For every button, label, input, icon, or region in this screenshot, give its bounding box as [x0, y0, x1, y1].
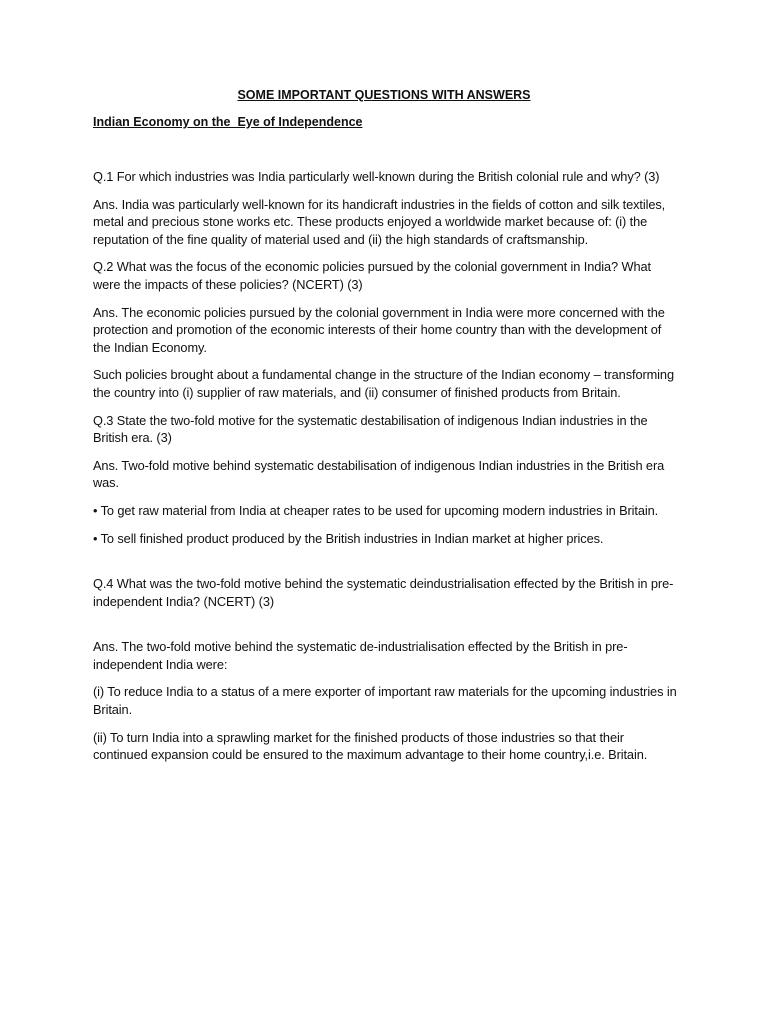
answer-3-bullet-2: • To sell finished product produced by the British industries in Indian market at higher prices.	[93, 530, 604, 546]
question-3: Q.3 State the two-fold motive for the systematic destabilisation of indigenous Indian industries in the British era. (3)	[93, 412, 648, 446]
answer-2: Ans. The economic policies pursued by the colonial government in India were more concerned with the protection and promotion of the economic interests of their home country than with the development of the Indian Economy.	[93, 304, 665, 355]
answer-4: Ans. The two-fold motive behind the systematic de-industrialisation effected by the British in pre-independent India were:	[93, 639, 628, 672]
question-4: Q.4 What was the two-fold motive behind the systematic deindustrialisation effected by the British in pre- independent India? (NCERT) (3)	[93, 576, 674, 609]
question-2: Q.2 What was the focus of the economic policies pursued by the colonial government in India? What were the impacts of these policies? (NCERT) (3)	[93, 259, 651, 292]
answer-4-point-1: (i) To reduce India to a status of a mere exporter of important raw materials for the upcoming industries in Britain.	[93, 684, 677, 718]
document-subtitle: Indian Economy on the Eye of Independence	[93, 115, 363, 129]
document-body	[93, 168, 681, 774]
question-1: Q.1 For which industries was India particularly well-known during the British colonial rule and why? (3)	[93, 169, 660, 184]
document-page	[93, 0, 678, 1024]
answer-1: Ans. India was particularly well-known for its handicraft industries in the fields of cotton and silk textiles, metal and precious stone works etc. These products enjoyed a worldwide market because of: (i) the reputation of the fine quality of material used and (ii) the high standards of craftsmanship.	[93, 196, 666, 247]
answer-4-point-2: (ii) To turn India into a sprawling market for the finished products of those industries so that their continued expansion could be ensured to the maximum advantage to their home country,i.e. Britain.	[93, 729, 648, 763]
document-title: SOME IMPORTANT QUESTIONS WITH ANSWERS	[237, 88, 531, 102]
answer-3: Ans. Two-fold motive behind systematic destabilisation of indigenous Indian industries in the British era was.	[93, 457, 665, 491]
answer-3-bullet-1: • To get raw material from India at cheaper rates to be used for upcoming modern industries in Britain.	[93, 502, 659, 518]
answer-2-continued: Such policies brought about a fundamental change in the structure of the Indian economy – transforming the country into (i) supplier of raw materials, and (ii) consumer of finished products from Britain.	[93, 367, 674, 400]
